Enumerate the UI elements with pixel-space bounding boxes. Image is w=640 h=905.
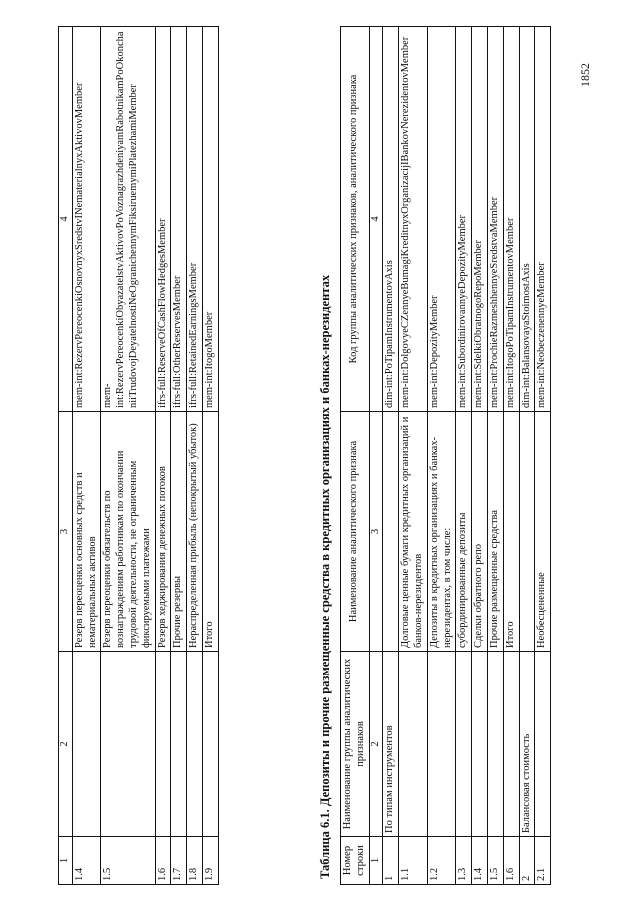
attribute-name-cell (383, 412, 399, 652)
table-row (187, 27, 203, 885)
attribute-name-cell: Прочие резервы (171, 412, 187, 652)
group-name-cell (427, 652, 456, 837)
table-row (72, 27, 101, 885)
table-row (399, 27, 428, 885)
row-number-cell: 1.8 (187, 837, 203, 885)
column-index-cell: 3 (59, 412, 73, 652)
table-row (487, 27, 503, 885)
attribute-name-cell: Резерв хеджирования денежных потоков (155, 412, 171, 652)
code-cell: ifrs-full:OtherReservesMember (171, 27, 187, 412)
attribute-name-cell: Итого (202, 412, 218, 652)
table-row (101, 27, 155, 885)
table-row (456, 27, 472, 885)
attribute-name-cell: субординированные депозиты (456, 412, 472, 652)
attribute-name-cell: Необесцененные (535, 412, 551, 652)
header-code: Код группы аналитических признаков, аналитического признака (341, 27, 370, 412)
group-name-cell (187, 652, 203, 837)
row-number-cell: 1.3 (456, 837, 472, 885)
column-index-row (369, 27, 383, 885)
code-cell: mem-int:RezervPereocenkiOsnovnyxSredstvINematerialnyxAktivovMember (72, 27, 101, 412)
attribute-name-cell: Нераспределенная прибыль (непокрытый убыток) (187, 412, 203, 652)
code-cell: mem-int:ProchieRazmeshhennyeSredstvaMember (487, 27, 503, 412)
table-deposits (340, 26, 551, 885)
code-cell: dim-int:BalansovayaStoimostAxis (519, 27, 535, 412)
table-row (519, 27, 535, 885)
row-number-cell: 1.5 (101, 837, 155, 885)
group-name-cell (202, 652, 218, 837)
group-name-cell: Балансовая стоимость (519, 652, 535, 837)
row-number-cell: 1 (383, 837, 399, 885)
row-number-cell: 1.4 (72, 837, 101, 885)
group-name-cell (171, 652, 187, 837)
column-index-cell: 1 (369, 837, 383, 885)
row-number-cell: 1.6 (503, 837, 519, 885)
attribute-name-cell (519, 412, 535, 652)
code-cell: mem-int:RezervPereocenkiObyazatelstvAktivovPoVoznagrazhdeniyamRabotnikamPoOkonchaniiTrudovojDeyatelnostiNeOgranichennymFiksiruemymiPlatezhamiMember (101, 27, 155, 412)
row-number-cell: 1.6 (155, 837, 171, 885)
attribute-name-cell: Резерв переоценки основных средств и нематериальных активов (72, 412, 101, 652)
code-cell: mem-int:SdelkiObratnogoRepoMember (472, 27, 488, 412)
group-name-cell (472, 652, 488, 837)
column-index-cell: 4 (369, 27, 383, 412)
table-row (535, 27, 551, 885)
table-row (383, 27, 399, 885)
column-index-row (59, 27, 73, 885)
attribute-name-cell: Итого (503, 412, 519, 652)
table-continued (58, 26, 219, 885)
group-name-cell (487, 652, 503, 837)
code-cell: mem-int:ItogoPoTipamInstrumentovMember (503, 27, 519, 412)
attribute-name-cell: Прочие размещенные средства (487, 412, 503, 652)
row-number-cell: 2 (519, 837, 535, 885)
code-cell: mem-int:DepozityMember (427, 27, 456, 412)
column-index-cell: 2 (369, 652, 383, 837)
attribute-name-cell: Депозиты в кредитных организациях и банках-нерезидентах, в том числе: (427, 412, 456, 652)
row-number-cell: 1.5 (487, 837, 503, 885)
group-name-cell (155, 652, 171, 837)
code-cell: ifrs-full:ReserveOfCashFlowHedgesMember (155, 27, 171, 412)
table-row (472, 27, 488, 885)
header-attribute-name: Наименование аналитического признака (341, 412, 370, 652)
row-number-cell: 2.1 (535, 837, 551, 885)
table-caption: Таблица 6.1. Депозиты и прочие размещенные средства в кредитных организациях и банках-нерезидентах (318, 274, 332, 879)
header-group-name: Наименование группы аналитических признаков (341, 652, 370, 837)
header-row-number: Номер строки (341, 837, 370, 885)
row-number-cell: 1.7 (171, 837, 187, 885)
table-row (155, 27, 171, 885)
code-cell: dim-int:PoTipamInstrumentovAxis (383, 27, 399, 412)
group-name-cell (503, 652, 519, 837)
row-number-cell: 1.1 (399, 837, 428, 885)
column-index-cell: 3 (369, 412, 383, 652)
column-index-cell: 2 (59, 652, 73, 837)
column-index-cell: 1 (59, 837, 73, 885)
table-row (171, 27, 187, 885)
table-header-row (341, 27, 370, 885)
code-cell: mem-int:DolgovyeCZennyeBumagiKreditnyxOrganizacijIBankovNerezidentovMember (399, 27, 428, 412)
attribute-name-cell: Долговые ценные бумаги кредитных организаций и банков-нерезидентов (399, 412, 428, 652)
group-name-cell: По типам инструментов (383, 652, 399, 837)
attribute-name-cell: Сделки обратного репо (472, 412, 488, 652)
table-row (503, 27, 519, 885)
row-number-cell: 1.4 (472, 837, 488, 885)
row-number-cell: 1.9 (202, 837, 218, 885)
group-name-cell (399, 652, 428, 837)
attribute-name-cell: Резерв переоценки обязательств по вознаграждениям работникам по окончании трудовой деятельности, не ограниченным фиксируемыми платежами (101, 412, 155, 652)
code-cell: ifrs-full:RetainedEarningsMember (187, 27, 203, 412)
table-row (202, 27, 218, 885)
table-row (427, 27, 456, 885)
code-cell: mem-int:ItogoMember (202, 27, 218, 412)
code-cell: mem-int:SubordinirovannyeDepozityMember (456, 27, 472, 412)
row-number-cell: 1.2 (427, 837, 456, 885)
group-name-cell (456, 652, 472, 837)
column-index-cell: 4 (59, 27, 73, 412)
page-number: 1852 (578, 63, 592, 87)
group-name-cell (535, 652, 551, 837)
code-cell: mem-int:NeobeczenennyeMember (535, 27, 551, 412)
group-name-cell (72, 652, 101, 837)
group-name-cell (101, 652, 155, 837)
